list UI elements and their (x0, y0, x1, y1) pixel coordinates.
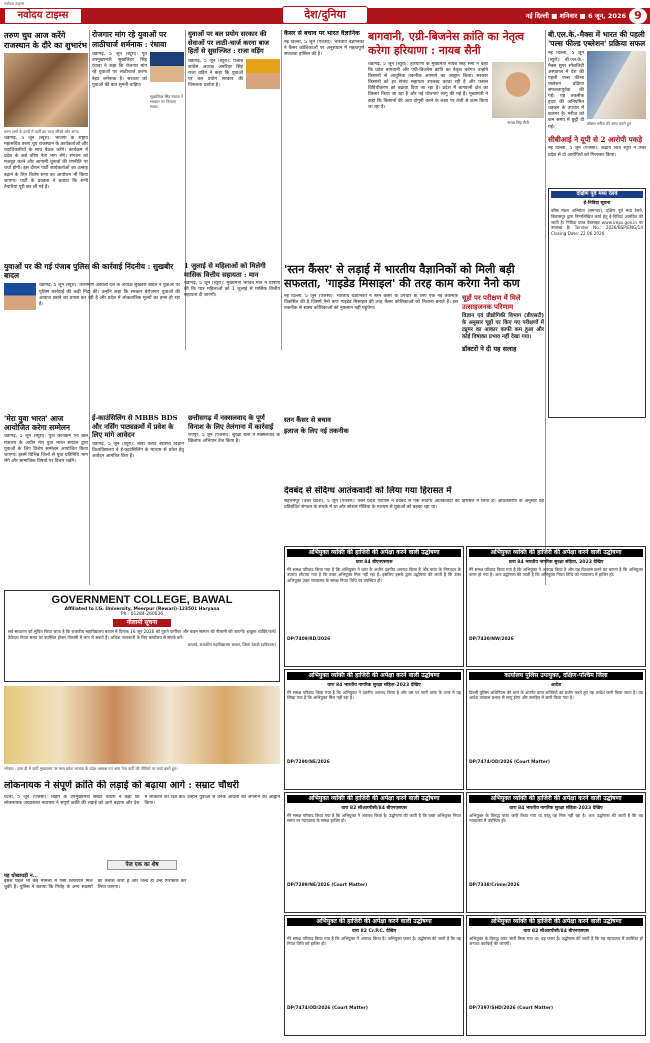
legal-notice-body: मेरे समक्ष परिवाद किया गया है कि अभियुक्त ने अपराध किया है। उद्घोषणा की जाती है कि उक्त अभियुक्त नियत समय पर न्यायालय के समक्ष हाजिर हो। (287, 812, 461, 824)
headline-yuva: 'मेरा युवा भारत' आज आयोजित करेगा सम्मेलन (4, 414, 71, 433)
legal-notice (284, 669, 464, 790)
headline-mbbs: ई-काउंसिलिंग से MBBS BDS और नर्सिंग पाठ्यक्रमों में प्रवेश के लिए मांगे आवेदन (92, 414, 178, 440)
body-loknayak: पटना, 5 जून (एजेंसी): बिहार के उपमुख्यमंत्री सम्राट चौधरी ने कहा कि लोकनायक जयप्रकाश नारायण ने संपूर्ण क्रांति की लड़ाई को आगे बढ़ाया और देश में लोकतंत्र की रक्षा की। उन्होंने युवाओं से उनके आदर्शों को अपनाने का आह्वान किया। (4, 795, 280, 807)
photo-saini (492, 62, 544, 118)
legal-notice-sub: धारा 84 भारतीय नागरिक सुरक्षा संहिता-2023 देखिए (509, 805, 603, 811)
tail-body: इससे पहले भी कई मामलों में ऐसी शिकायतें मिल चुकी हैं। पुलिस ने बताया कि गिरोह के अन्य सदस्यों की तलाश जारी है और जल्द ही उन्हें गिरफ्तार कर लिया जाएगा। (4, 879, 187, 891)
legal-notice-footer: DP/7409/RD/2026 (287, 636, 331, 642)
legal-notice-title: अभियुक्त व्यक्ति की हाजिरी की अपेक्षा करने वाली उद्घोषणा (287, 795, 461, 803)
body-yuva: चंडीगढ़, 5 जून (ब्यूरो): युवा कार्यक्रम एवं खेल मंत्रालय के अधीन मेरा युवा भारत संगठन द्वारा युवाओं के लिए विशेष सम्मेलन आयोजित किया जाएगा। इसमें विभिन्न जिलों से युवा प्रतिनिधि भाग लेंगे और सामाजिक विषयों पर विचार रखेंगे। (4, 434, 88, 464)
tail-sub: यह धोखाधड़ी न... (4, 873, 38, 879)
tender-sub: ई-निविदा सूचना (583, 201, 611, 207)
legal-notice (284, 792, 464, 913)
legal-notice-body: मेरे समक्ष परिवाद किया गया है कि अभियुक्त ने धारा के अधीन दंडनीय अपराध किया है और वारंट के निष्पादन के उपरांत लौटाया गया है कि उक्त अभियुक्त मिल नहीं रहा है। इसलिए इसके द्वारा उद्घोषणा की जाती है कि उक्त अभियुक्त उक्त न्यायालय के समक्ष नियत तिथि पर उपस्थित हो। (287, 566, 461, 583)
legal-notice-title: अभियुक्त व्यक्ति की हाजिरी की अपेक्षा करने वाली उद्घोषणा (469, 549, 643, 557)
col4 (284, 30, 364, 256)
legal-notice-title: कार्यालय पुलिस उपायुक्त, दक्षिण-पश्चिम जिला (469, 672, 643, 680)
college-sign: प्राचार्य, राजकीय महाविद्यालय बावल, जिला रेवाड़ी (हरियाणा) (187, 642, 276, 648)
legal-notice-footer: DP/7474/OD/2026 (Court Matter) (469, 759, 550, 765)
headline-naxal: छत्तीसगढ़ में नक्सलवाद के पूर्ण विनाश के लिए तेलंगाना में कार्रवाई (188, 414, 274, 431)
section-tag-text: देश/दुनिया (304, 8, 346, 21)
legal-notice-sub: धारा 82 सीआरपीसी/84 बीएनएसएस (523, 928, 589, 934)
legal-notice-body: मेरे समक्ष परिवाद किया गया है कि अभियुक्त ने अपराध किया है। अभियुक्त फरार है। उद्घोषणा की जाती है कि वह नियत तिथि को हाजिर हो। (287, 935, 461, 947)
terror-body: सहारनपुर (उत्तर प्रदेश), 5 जून (एजेंसी): उत्तर प्रदेश एटीएस ने देवबंद से एक संदिग्ध आतंकवादी को हिरासत में लिया है। अधिकारियों के अनुसार वह प्रतिबंधित संगठन के संपर्क में था और सोशल मीडिया के माध्यम से युवाओं को बहका रहा था। (284, 498, 544, 510)
legal-notice-body: मेरे समक्ष परिवाद किया गया है कि अभियुक्त ने दंडनीय अपराध किया है और उस पर जारी वारंट के उत्तर में यह लिखा गया है कि अभियुक्त मिल नहीं रहा है। (287, 689, 461, 701)
terror-story (284, 486, 544, 542)
headline-chugh: तरुण चुघ आज करेंगे राजस्थान के दौरे का शुभारंभ (4, 30, 87, 50)
section-tag (282, 6, 368, 24)
photo-warring (246, 59, 280, 99)
banner-line2: सफलता, 'गाइडेड मिसाइल' की तरह काम करेगा नैनो कण (284, 276, 520, 290)
rule-col3-4 (281, 30, 282, 350)
banner-line1: 'स्तन कैंसर' से लड़ाई में भारतीय वैज्ञानिकों को मिली बड़ी (284, 262, 515, 276)
legal-notice-sub: धारा 84 भारतीय नागरिक सुरक्षा संहिता-2023 देखिए (327, 682, 421, 688)
masthead-logo (4, 8, 82, 24)
lead-headline: बागवानी, एग्री-बिजनेस क्रांति का नेतृत्व करेगा हरियाणा : नायब सैनी (368, 30, 525, 57)
legal-notice-title: अभियुक्त व्यक्ति की हाजिरी की अपेक्षा करने वाली उद्घोषणा (287, 549, 461, 557)
photo-bhopal (4, 686, 280, 764)
tail-head: पेज एक का शेष (107, 860, 177, 870)
legal-notice-body: अभियुक्त के विरुद्ध वारंट जारी किया गया था परंतु वह मिल नहीं रहा है। अतः उद्घोषणा की जाती है कि वह न्यायालय में उपस्थित हो। (469, 812, 643, 824)
body-randhawa: चंडीगढ़, 5 जून (ब्यूरो): पूर्व उपमुख्यमंत्री सुखजिंदर सिंह रंधावा ने कहा कि रोजगार मांग रहे युवाओं पर लाठीचार्ज करना बेहद शर्मनाक है। सरकार को युवाओं की बात सुननी चाहिए। (92, 52, 147, 88)
banner-sub2: इलाज के लिए नई तकनीक (284, 427, 349, 435)
photo-blk (587, 51, 646, 119)
notices (284, 546, 646, 1041)
photo-randhawa (150, 52, 184, 92)
rule-lead-right (545, 30, 546, 585)
legal-notice (466, 915, 646, 1036)
legal-notice-sub: धारा 82 सीआरपीसी/84 बीएनएसएस (341, 805, 407, 811)
terror-headline: देवबंद से संदिग्ध आतंकवादी को लिया गया हिरासत में (284, 486, 452, 496)
caption-chugh: करन शर्मा के हाथों में पार्टी का ध्वज सौंपते और अन्य। (4, 129, 80, 134)
body-mbbs: चंडीगढ़, 5 जून (ब्यूरो): बाबा फरीद स्वास्थ्य विज्ञान विश्वविद्यालय ने ई-काउंसिलिंग के माध्यम से प्रवेश हेतु आवेदन आमंत्रित किए हैं। (92, 441, 184, 459)
body-cancer-small: नई दिल्ली, 5 जून (एजेंसी): भारतीय वैज्ञानिकों ने कैंसर कोशिकाओं पर अनुसंधान में महत्वपूर्ण सफलता हासिल की है। (284, 40, 364, 58)
dateline: नई दिल्ली ■ शनिवार ■ 6 जून, 2026 (525, 12, 626, 20)
col6 (548, 30, 646, 585)
banner-box-headline: चूहों पर परीक्षण में मिले उत्साहजनक परिणाम (462, 294, 521, 311)
legal-notice (466, 546, 646, 667)
legal-notice-body: अभियुक्त के विरुद्ध वारंट जारी किया गया था। वह फरार है। उद्घोषणा की जाती है कि वह न्यायालय में उपस्थित हो अन्यथा कार्रवाई की जाएगी। (469, 935, 643, 947)
legal-notice-title: अभियुक्त व्यक्ति की हाजिरी की अपेक्षा करने वाली उद्घोषणा (287, 672, 461, 680)
legal-notice (284, 546, 464, 667)
body-blk: नई दिल्ली, 5 जून (ब्यूरो): बी.एल.के.-मैक्स सुपर स्पेशलिटी अस्पताल में देश की पहली पल्स फील्ड एब्लेशन प्रक्रिया सफलतापूर्वक की गई। यह तकनीक हृदय की अनियमित धड़कन के उपचार में कारगर है। मरीज को कम समय में छुट्टी दी गई। (548, 51, 584, 130)
banner-box-sub: डॉक्टरों ने दी यह सलाह (462, 345, 517, 354)
legal-notice-body: दिल्ली पुलिस अधिनियम की धारा के अंतर्गत प्राप्त शक्तियों का प्रयोग करते हुए यह आदेश जारी किया जाता है। यह आदेश तत्काल प्रभाव से लागू होगा और जनहित में जारी किया गया है। (469, 689, 643, 701)
headline-randhawa: रोजगार मांग रहे युवाओं पर लाठीचार्ज शर्मनाक : रंधावा (92, 30, 167, 49)
banner-sub1: स्तन कैंसर से बचाव (284, 416, 331, 424)
body-warring: चंडीगढ़, 5 जून (ब्यूरो): पंजाब कांग्रेस अध्यक्ष अमरिंदर सिंह राजा वड़िंग ने कहा कि युवाओं पर बल प्रयोग सरकार की विफलता दर्शाता है। (188, 58, 243, 89)
story-yuva (4, 414, 88, 584)
body-chugh: चंडीगढ़, 5 जून (ब्यूरो): भाजपा के राष्ट्रीय महासचिव तरुण चुघ राजस्थान के कार्यकर्ताओं और पदाधिकारियों के साथ बैठक करेंगे। कार्यक्रम में प्रदेश के कई वरिष्ठ नेता भाग लेंगे। संगठन को मजबूत करने और आगामी चुनावों की रणनीति पर चर्चा होगी। इस दौरान पार्टी कार्यकर्ताओं का उत्साह बढ़ाने के लिए विशेष सभा का आयोजन भी किया जाएगा। पार्टी के प्रवक्ता ने बताया कि सभी तैयारियां पूरी कर ली गई हैं। (4, 136, 88, 190)
caption-saini: नायब सिंह सैनी (507, 120, 529, 125)
story-loknayak (4, 780, 280, 1040)
headline-cbi: सीबीआई ने यूपी से 2 आरोपी पकड़े (548, 135, 643, 145)
college-notice (4, 590, 280, 682)
page-number (629, 8, 647, 24)
story-sukhbir (4, 262, 180, 412)
lead-body: चंडीगढ़, 5 जून (ब्यूरो): हरियाणा के मुख्यमंत्री नायब सिंह सैनी ने कहा कि प्रदेश बागवानी और एग्री-बिजनेस क्रांति का नेतृत्व करेगा। उन्होंने किसानों से आधुनिक तकनीक अपनाने का आह्वान किया। सरकार किसानों को हर संभव सहायता उपलब्ध करवा रही है और फसल विविधीकरण को बढ़ावा दिया जा रहा है। प्रदेश में बागवानी क्षेत्र का विस्तार किया जा रहा है और नई योजनाएं लागू की गई हैं। मुख्यमंत्री ने कहा कि किसानों की आय दोगुनी करने के लक्ष्य पर तेजी से काम किया जा रहा है। (368, 62, 488, 110)
banner-box-body: विज्ञान एवं प्रौद्योगिकी विभाग (डीएसटी) के अनुसार चूहों पर किए गए परीक्षणों में ट्यूमर का आकार काफी कम हुआ और कोई विषाक्त प्रभाव नहीं देखा गया। (462, 313, 544, 341)
legal-notice-sub: धारा 84 भारतीय नागरिक सुरक्षा संहिता, 2023 देखिए (508, 559, 604, 565)
story-maan (184, 262, 280, 412)
page-number-text: 9 (634, 9, 642, 22)
banner-story (284, 262, 544, 482)
legal-notice-sub: आदेश (550, 682, 562, 688)
banner-body: नई दिल्ली, 5 जून (एजेंसी): भारतीय वैज्ञानिकों ने स्तन कैंसर के उपचार के लिए एक नई तकनीक विकसित की है जिसमें नैनो कण गाइडेड मिसाइल की तरह कैंसर कोशिकाओं को निशाना बनाते हैं। इस तकनीक से स्वस्थ कोशिकाओं को नुकसान नहीं पहुंचेगा। (284, 294, 458, 312)
legal-notice-footer: DP/7474/OD/2026 (Court Matter) (287, 1005, 368, 1011)
caption-bhopal: भोपाल : हाल ही में पार्टी मुख्यालय पर मध्य प्रदेश भाजपा के प्रदेश अध्यक्ष एवं अन्य नेता पार्टी की नीतियों पर चर्चा करते हुए। (4, 766, 178, 771)
headline-sukhbir: युवाओं पर की गई पंजाब पुलिस की कार्रवाई निंदनीय : सुखबीर बादल (4, 262, 174, 281)
masthead (0, 0, 650, 26)
legal-notice-sub: धारा 84 बीएनएसएस (355, 559, 393, 565)
photo-sukhbir (4, 283, 36, 319)
college-body: सर्व साधारण को सूचित किया जाता है कि राजकीय महाविद्यालय बावल में दिनांक 16 जून 2026 को पुराने फर्नीचर और कंडम सामान की नीलामी की जाएगी। इच्छुक व्यक्ति/फर्म/ठेकेदार नियत समय पर उपस्थित होकर नीलामी में भाग ले सकते हैं। अधिक जानकारी के लिए कार्यालय से संपर्क करें। (8, 629, 276, 640)
legal-notice (284, 915, 464, 1036)
legal-notice-title: अभियुक्त की हाजिरी की अपेक्षा करने वाली उद्घोषणा (287, 918, 461, 926)
legal-notice (466, 792, 646, 913)
headline-maan: 1 जुलाई से महिलाओं को मिलेगी मासिक वित्तीय सहायता : मान (184, 262, 266, 279)
story-mbbs (92, 414, 184, 584)
tender-head: दक्षिण पूर्व मध्य रेलवे (551, 191, 643, 198)
headline-loknayak: लोकनायक ने संपूर्ण क्रांति की लड़ाई को बढ़ाया आगे : सम्राट चौधरी (4, 780, 239, 791)
tender-box (548, 188, 646, 418)
college-phone: Ph.: 01284-260036 (120, 612, 163, 617)
body-cbi: नई दिल्ली, 5 जून (एजेंसी): केंद्रीय जांच ब्यूरो ने उत्तर प्रदेश से दो आरोपियों को गिरफ्तार किया। (548, 146, 646, 158)
college-sub: Affiliated to I.G. University, Meerpur (Rewari)-123501 Haryana (64, 607, 220, 612)
body-maan: चंडीगढ़, 5 जून (ब्यूरो): मुख्यमंत्री भगवंत मान ने घोषणा की कि पात्र महिलाओं को 1 जुलाई से मासिक वित्तीय सहायता दी जाएगी। (184, 281, 280, 299)
legal-notice-footer: DP/7338/Crime/2026 (469, 882, 520, 888)
masthead-logo-text: नवोदय टाइम्स (17, 10, 69, 21)
college-notice-tag: नीलामी सूचना (113, 619, 171, 627)
legal-notice-sub: धारा 82 Cr.P.C. देखिए (351, 928, 397, 934)
legal-notice-title: अभियुक्त व्यक्ति की हाजिरी की अपेक्षा करने वाली उद्घोषणा (469, 795, 643, 803)
headline-warring: युवाओं पर बल प्रयोग सरकार की सेवाओं पर लाठी-चार्ज करना बाज हितों से सुसज्जित : राजा वड़िंग (188, 30, 269, 56)
body-sukhbir: चंडीगढ़, 5 जून (ब्यूरो): शिरोमणि अकाली दल के अध्यक्ष सुखबीर बादल ने युवाओं पर पुलिस कार्रवाई की कड़ी निंदा की। उन्होंने कहा कि सरकार बेरोजगार युवाओं की आवाज दबाने का प्रयास कर रही है और प्रदेश में लोकतांत्रिक मूल्यों का हनन हो रहा है। (39, 283, 180, 307)
headline-cancer-small: कैंसर से बचाव पर भारत वैज्ञानिक (284, 30, 360, 37)
tender-body: वरिष्ठ मंडल अभियंता (समन्वय), दक्षिण पूर्व मध्य रेलवे, बिलासपुर द्वारा निम्नलिखित कार्य हेतु ई-निविदा आमंत्रित की जाती है। निविदा प्रपत्र वेबसाइट www.ireps.gov.in पर उपलब्ध है। Tender No.: 2026/BSP/ENG/14 Closing Date: 22.06.2026 (551, 208, 643, 236)
legal-notice-footer: DP/7430/NW/2026 (469, 636, 514, 642)
photo-chugh (4, 53, 88, 127)
masthead-small-label: नवोदय टाइम्स (4, 1, 25, 6)
legal-notice-title: अभियुक्त व्यक्ति की हाजिरी की अपेक्षा करने वाली उद्घोषणा (469, 918, 643, 926)
college-title: GOVERNMENT COLLEGE, BAWAL (51, 594, 233, 606)
legal-notice-footer: DP/7289/NE/2026 (Court Matter) (287, 882, 368, 888)
caption-blk: डॉक्टर मरीज की जांच करते हुए (587, 121, 632, 127)
legal-notice (466, 669, 646, 790)
body-naxal: रायपुर, 5 जून (एजेंसी): सुरक्षा बलों ने नक्सलवाद के खिलाफ अभियान तेज किया है। (188, 433, 280, 445)
legal-notice-footer: DP/7397/SHD/2026 (Court Matter) (469, 1005, 553, 1011)
legal-notice-body: मेरे समक्ष परिवाद किया गया है कि अभियुक्त ने अपराध किया है और यह विश्वास करने का कारण है कि अभियुक्त फरार हो गया है। अतः उद्घोषणा की जाती है कि अभियुक्त नियत तिथि को न्यायालय में हाजिर हो। (469, 566, 643, 578)
legal-notice-footer: DP/7290/NE/2026 (287, 759, 330, 765)
caption-randhawa: सुखजिंदर सिंह रंधावा ने सरकार पर निशाना साधा। (150, 94, 184, 110)
lead-story (368, 30, 544, 256)
headline-blk: बी.एल.के.-मैक्स में भारत की पहली 'पल्स फील्ड एब्लेशन' प्रक्रिया सफल (548, 30, 646, 49)
story-naxal (188, 414, 280, 584)
